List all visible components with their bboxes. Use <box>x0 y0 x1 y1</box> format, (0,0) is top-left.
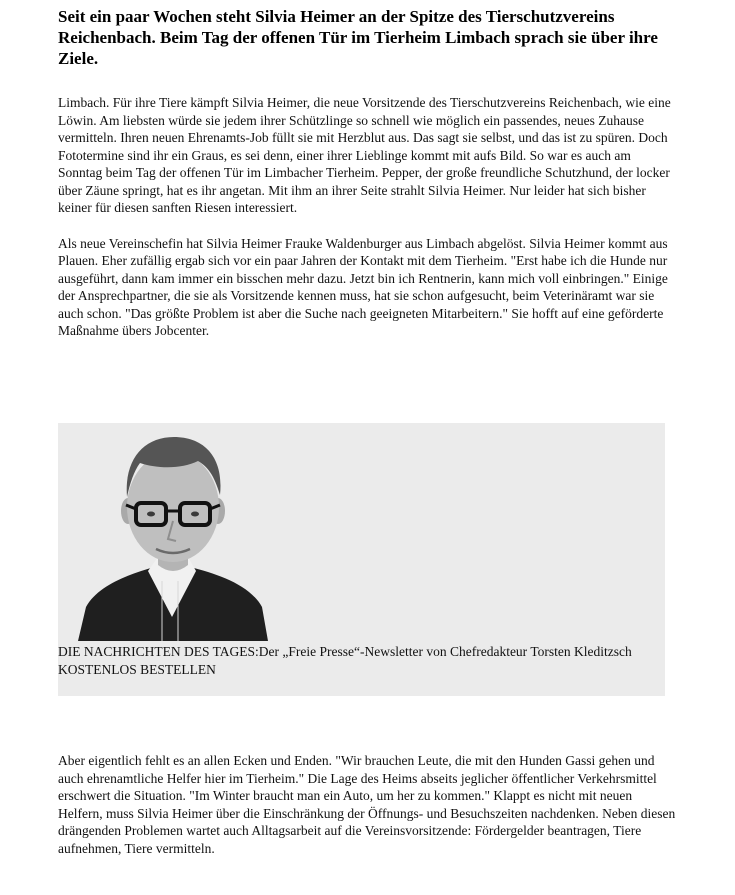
article-paragraph-3: Aber eigentlich fehlt es an allen Ecken und Enden. "Wir brauchen Leute, die mit den Hunden Gassi gehen und auch ehrenamtliche Helfer hier im Tierheim." Die Lage des Heims abseits jeglicher öffentlicher Verkehrsmittel erschwert die Situation. "Im Winter braucht man ein Auto, um her zu kommen." Klappt es nicht mit neuen Helfern, muss Silvia Heimer über die Einschränkung der Öffnungs- und Besuchszeiten nachdenken. Neben diesen drängenden Problemen wartet auch Alltagsarbeit auf die Vereinsvorsitzende: Fördergelder beantragen, Tiere aufnehmen, Tiere vermitteln. <box>58 753 676 856</box>
promo-description: Der „Freie Presse“-Newsletter von Chefredakteur Torsten Kleditzsch <box>258 644 632 659</box>
editor-portrait <box>78 431 268 641</box>
article-paragraph-2: Als neue Vereinschefin hat Silvia Heimer Frauke Waldenburger aus Limbach abgelöst. Silvia Heimer kommt aus Plauen. Eher zufällig ergab sich vor ein paar Jahren der Kontakt mit dem Tierheim. "Erst habe ich die Hunde nur ausgeführt, dann kam immer ein bisschen mehr dazu. Jetzt bin ich Rentnerin, kann mich voll einbringen." Einige der Ansprechpartner, die sie als Vorsitzende kennen muss, hat sie schon aufgesucht, beim Veterinäramt war sie auch schon. "Das größte Problem ist aber die Suche nach geeigneten Mitarbeitern." Sie hofft auf eine geförderte Maßnahme übers Jobcenter. <box>58 235 668 338</box>
promo-text <box>58 643 658 678</box>
newsletter-promo-box <box>58 423 665 696</box>
promo-label: DIE NACHRICHTEN DES TAGES: <box>58 644 259 659</box>
article-paragraph-1: Limbach. Für ihre Tiere kämpft Silvia Heimer, die neue Vorsitzende des Tierschutzvereins Reichenbach, wie eine Löwin. Am liebsten würde sie jedem ihrer Schützlinge so schnell wie möglich ein passendes, neues Zuhause vermitteln. Ihren neuen Ehrenamts-Job füllt sie mit Herzblut aus. Das sagt sie selbst, und das ist zu spüren. Doch Fototermine sind ihr ein Graus, es sei denn, einer ihrer Lieblinge kommt mit aufs Bild. So war es auch am Sonntag beim Tag der offenen Tür im Limbacher Tierheim. Pepper, der große freundliche Schutzhund, der locker über Zäune springt, hat es ihr angetan. Mit ihm an ihrer Seite strahlt Silvia Heimer. Nur leider hat sich bisher keiner für diesen sanften Riesen interessiert. <box>58 95 671 215</box>
subscribe-newsletter-link[interactable]: KOSTENLOS BESTELLEN <box>58 661 216 677</box>
article <box>58 0 678 340</box>
article-headline: Seit ein paar Wochen steht Silvia Heimer an der Spitze des Tierschutzvereins Reichenbach. Beim Tag der offenen Tür im Tierheim Limbach sprach sie über ihre Ziele. <box>58 7 658 68</box>
